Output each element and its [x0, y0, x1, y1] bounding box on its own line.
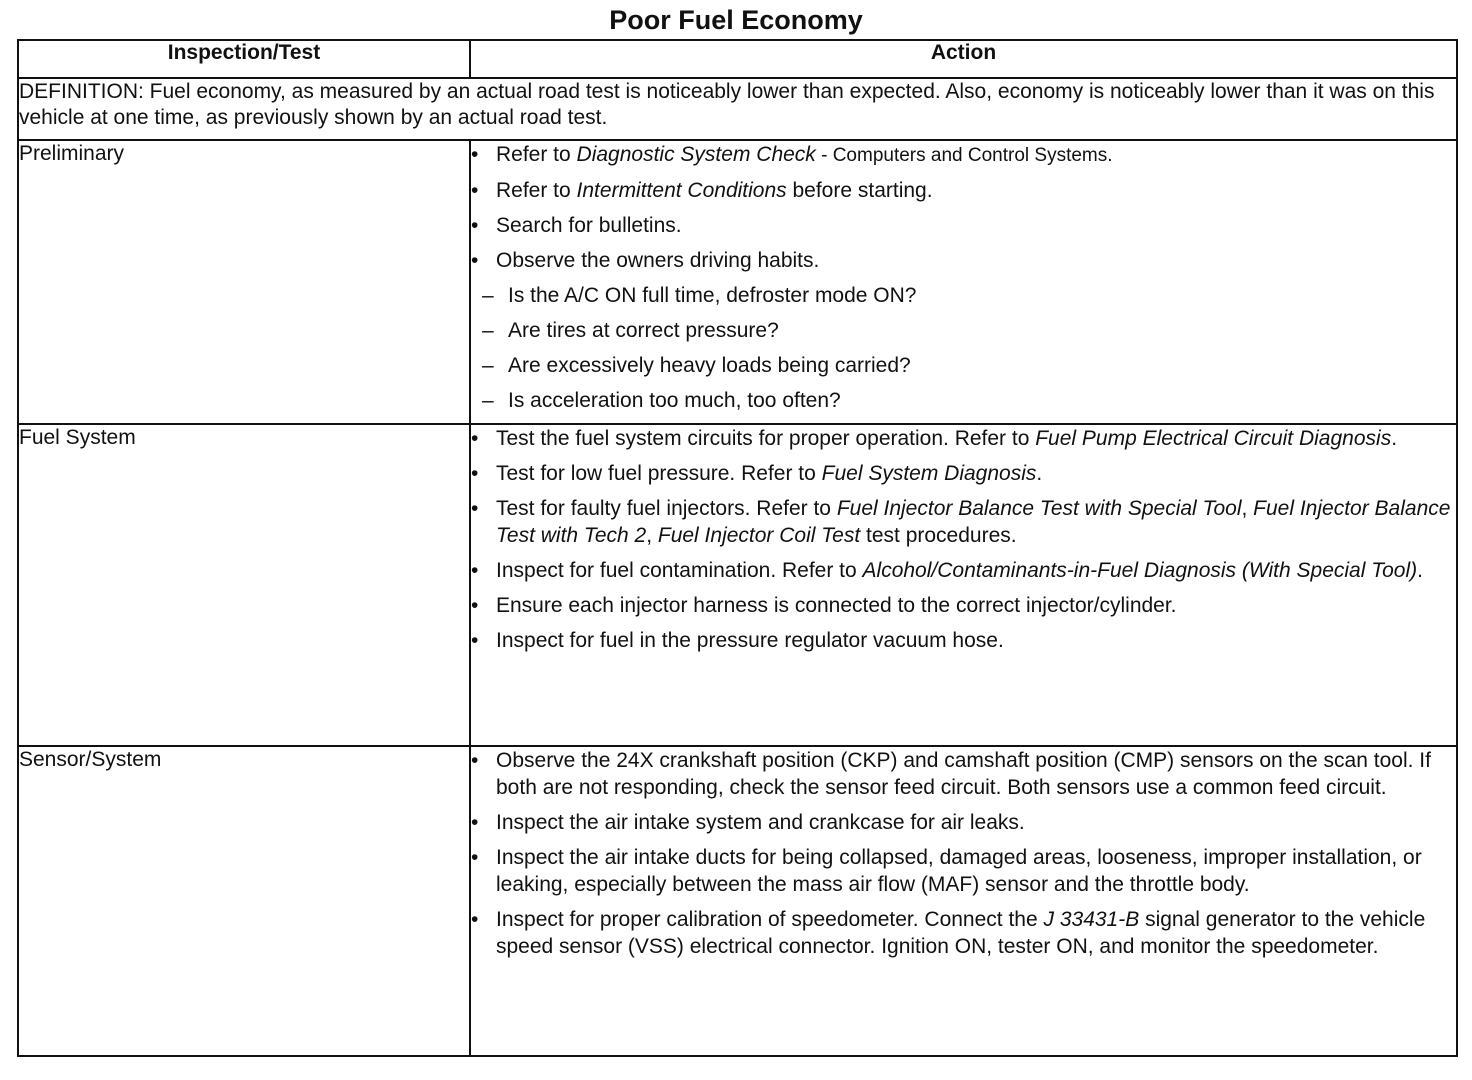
table-header-row — [18, 40, 1457, 78]
table-row-preliminary — [18, 140, 1457, 424]
definition-row — [18, 78, 1457, 140]
action-item: • Inspect for proper calibration of speedometer. Connect the J 33431-B signal generator to the vehicle speed sensor (VSS) electrical connector. Ignition ON, tester ON, and monitor the speedometer. — [471, 906, 1456, 960]
action-item: • Inspect for fuel contamination. Refer to Alcohol/Contaminants-in-Fuel Diagnosis (With Special Tool). — [471, 557, 1456, 584]
definition-text: DEFINITION: Fuel economy, as measured by an actual road test is noticeably lower than expected. Also, economy is noticeably lower than it was on this vehicle at one time, as previously shown by an actual road test. — [18, 78, 1457, 140]
sub-item: – Is acceleration too much, too often? — [471, 387, 1456, 414]
inspection-test-header: Inspection/Test — [18, 40, 470, 78]
table-row-fuel-system — [18, 424, 1457, 746]
fuel-system-actions — [470, 424, 1457, 746]
reference-link: Diagnostic System Check — [576, 143, 816, 166]
diagnostic-table — [17, 39, 1458, 1057]
action-item: • Test for low fuel pressure. Refer to Fuel System Diagnosis. — [471, 460, 1456, 487]
reference-link: Fuel Injector Coil Test — [657, 524, 861, 547]
action-item: • Observe the owners driving habits. — [471, 247, 1456, 274]
sub-item: – Are excessively heavy loads being carried? — [471, 352, 1456, 379]
preliminary-actions — [470, 140, 1457, 424]
action-item: • Refer to Intermittent Conditions before starting. — [471, 177, 1456, 204]
sensor-system-actions — [470, 746, 1457, 1056]
reference-link: Fuel Injector Balance Test with Tech 2 — [496, 497, 1451, 547]
preliminary-label: Preliminary — [18, 140, 470, 424]
reference-link: Fuel Injector Balance Test with Special Tool — [836, 497, 1242, 520]
action-item: • Inspect the air intake ducts for being collapsed, damaged areas, looseness, improper installation, or leaking, especially between the mass air flow (MAF) sensor and the throttle body. — [471, 844, 1456, 898]
sensor-system-label: Sensor/System — [18, 746, 470, 1056]
action-item: • Inspect for fuel in the pressure regulator vacuum hose. — [471, 627, 1456, 654]
action-header: Action — [470, 40, 1457, 78]
action-item: • Ensure each injector harness is connected to the correct injector/cylinder. — [471, 592, 1456, 619]
table-row-sensor-system — [18, 746, 1457, 1056]
action-item: • Test for faulty fuel injectors. Refer to Fuel Injector Balance Test with Special Tool, Fuel Injector Balance Test with Tech 2, Fuel Injector Coil Test test procedures. — [471, 495, 1456, 549]
action-item: • Test the fuel system circuits for proper operation. Refer to Fuel Pump Electrical Circuit Diagnosis. — [471, 425, 1456, 452]
sub-item: – Is the A/C ON full time, defroster mode ON? — [471, 282, 1456, 309]
action-item: • Inspect the air intake system and crankcase for air leaks. — [471, 809, 1456, 836]
fuel-system-label: Fuel System — [18, 424, 470, 746]
action-item: • Observe the 24X crankshaft position (CKP) and camshaft position (CMP) sensors on the scan tool. If both are not responding, check the sensor feed circuit. Both sensors use a common feed circuit. — [471, 747, 1456, 801]
page-title: Poor Fuel Economy — [609, 5, 863, 35]
reference-link: Alcohol/Contaminants-in-Fuel Diagnosis (With Special Tool) — [862, 559, 1418, 582]
reference-link: Fuel System Diagnosis — [821, 462, 1037, 485]
action-item: • Refer to Diagnostic System Check - Computers and Control Systems. — [471, 141, 1456, 169]
reference-link: Intermittent Conditions — [576, 179, 787, 202]
action-item: • Search for bulletins. — [471, 212, 1456, 239]
reference-link: Fuel Pump Electrical Circuit Diagnosis — [1035, 427, 1392, 450]
sub-item: – Are tires at correct pressure? — [471, 317, 1456, 344]
tool-reference: J 33431-B — [1043, 908, 1140, 931]
